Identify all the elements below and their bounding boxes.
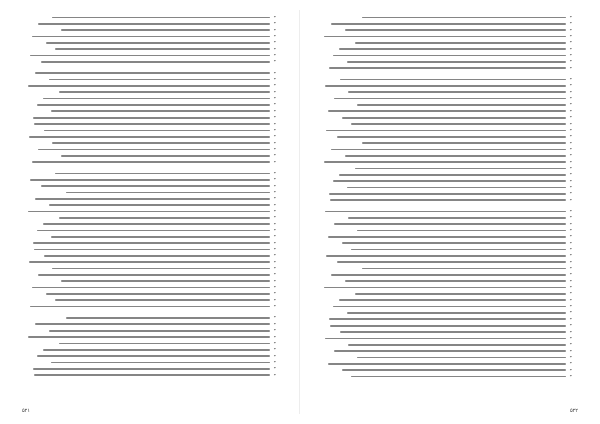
illegible-text-placeholder [324, 161, 566, 163]
illegible-text-placeholder [324, 36, 566, 38]
right-page-text-column [324, 16, 572, 381]
illegible-text-placeholder [334, 98, 566, 100]
illegible-text-placeholder [51, 362, 270, 364]
illegible-text-placeholder [29, 261, 270, 263]
illegible-text-placeholder [331, 149, 566, 151]
illegible-text-placeholder [342, 242, 566, 244]
illegible-text-placeholder [330, 199, 566, 201]
illegible-text-placeholder [49, 79, 270, 81]
illegible-text-placeholder [342, 117, 566, 119]
right-page-number: ۵۲۲ [569, 408, 578, 414]
illegible-text-placeholder [325, 85, 566, 87]
illegible-text-placeholder [59, 217, 270, 219]
illegible-text-placeholder [38, 23, 270, 25]
illegible-text-placeholder [345, 155, 566, 157]
illegible-text-placeholder [342, 369, 566, 371]
illegible-text-placeholder [351, 123, 566, 125]
illegible-text-placeholder [355, 293, 566, 295]
illegible-text-placeholder [51, 236, 270, 238]
illegible-text-placeholder [52, 268, 270, 270]
illegible-text-placeholder [29, 136, 270, 138]
illegible-text-placeholder [34, 374, 270, 376]
illegible-text-placeholder [351, 249, 566, 251]
illegible-text-placeholder [49, 204, 270, 206]
illegible-text-placeholder [345, 29, 566, 31]
illegible-text-placeholder [41, 185, 270, 187]
illegible-text-placeholder [30, 179, 270, 181]
illegible-text-placeholder [328, 110, 566, 112]
illegible-text-placeholder [46, 42, 270, 44]
illegible-text-placeholder [61, 155, 270, 157]
illegible-text-placeholder [330, 325, 566, 327]
illegible-text-placeholder [348, 217, 566, 219]
illegible-text-placeholder [325, 338, 566, 340]
illegible-text-placeholder [334, 350, 566, 352]
illegible-text-placeholder [59, 343, 270, 345]
illegible-text-placeholder [37, 230, 270, 232]
illegible-text-placeholder [37, 355, 270, 357]
verse-line [324, 375, 572, 381]
illegible-text-placeholder [348, 91, 566, 93]
left-page-text-column [28, 16, 276, 380]
illegible-text-placeholder [28, 336, 270, 338]
illegible-text-placeholder [357, 104, 566, 106]
illegible-text-placeholder [35, 72, 270, 74]
illegible-text-placeholder [30, 306, 270, 308]
illegible-text-placeholder [355, 168, 566, 170]
illegible-text-placeholder [33, 368, 270, 370]
illegible-text-placeholder [30, 55, 270, 57]
illegible-text-placeholder [32, 287, 270, 289]
illegible-text-placeholder [328, 236, 566, 238]
illegible-text-placeholder [61, 29, 270, 31]
illegible-text-placeholder [44, 130, 270, 132]
illegible-text-placeholder [34, 123, 270, 125]
illegible-text-placeholder [351, 376, 566, 378]
illegible-text-placeholder [347, 61, 566, 63]
illegible-text-placeholder [339, 48, 566, 50]
illegible-text-placeholder [362, 142, 566, 144]
illegible-text-placeholder [55, 299, 270, 301]
illegible-text-placeholder [329, 67, 566, 69]
illegible-text-placeholder [33, 242, 270, 244]
illegible-text-placeholder [38, 149, 270, 151]
illegible-text-placeholder [331, 23, 566, 25]
illegible-text-placeholder [325, 211, 566, 213]
illegible-text-placeholder [339, 174, 566, 176]
illegible-text-placeholder [55, 48, 270, 50]
illegible-text-placeholder [41, 61, 270, 63]
illegible-text-placeholder [347, 187, 566, 189]
illegible-text-placeholder [357, 357, 566, 359]
illegible-text-placeholder [43, 223, 270, 225]
illegible-text-placeholder [326, 130, 566, 132]
verse-line [28, 374, 276, 380]
illegible-text-placeholder [34, 249, 270, 251]
right-page [300, 0, 600, 424]
illegible-text-placeholder [331, 274, 566, 276]
illegible-text-placeholder [340, 79, 566, 81]
illegible-text-placeholder [334, 223, 566, 225]
illegible-text-placeholder [52, 17, 270, 19]
illegible-text-placeholder [35, 198, 270, 200]
illegible-text-placeholder [355, 42, 566, 44]
illegible-text-placeholder [43, 98, 270, 100]
illegible-text-placeholder [345, 280, 566, 282]
illegible-text-placeholder [38, 274, 270, 276]
illegible-text-placeholder [44, 255, 270, 257]
illegible-text-placeholder [339, 299, 566, 301]
illegible-text-placeholder [61, 280, 270, 282]
illegible-text-placeholder [340, 331, 566, 333]
illegible-text-placeholder [52, 142, 270, 144]
illegible-text-placeholder [51, 110, 270, 112]
illegible-text-placeholder [324, 287, 566, 289]
illegible-text-placeholder [46, 293, 270, 295]
illegible-text-placeholder [33, 117, 270, 119]
illegible-text-placeholder [66, 317, 270, 319]
illegible-text-placeholder [328, 363, 566, 365]
left-page-number: ۵۲۱ [22, 408, 31, 414]
illegible-text-placeholder [348, 344, 566, 346]
illegible-text-placeholder [337, 261, 566, 263]
illegible-text-placeholder [337, 136, 566, 138]
illegible-text-placeholder [329, 318, 566, 320]
illegible-text-placeholder [28, 211, 270, 213]
illegible-text-placeholder [333, 55, 566, 57]
illegible-text-placeholder [357, 230, 566, 232]
illegible-text-placeholder [347, 312, 566, 314]
illegible-text-placeholder [35, 323, 270, 325]
illegible-text-placeholder [333, 306, 566, 308]
illegible-text-placeholder [37, 104, 270, 106]
illegible-text-placeholder [362, 268, 566, 270]
illegible-text-placeholder [59, 91, 270, 93]
illegible-text-placeholder [32, 161, 270, 163]
illegible-text-placeholder [43, 349, 270, 351]
illegible-text-placeholder [66, 192, 270, 194]
illegible-text-placeholder [326, 255, 566, 257]
illegible-text-placeholder [32, 36, 270, 38]
illegible-text-placeholder [333, 180, 566, 182]
illegible-text-placeholder [55, 173, 270, 175]
illegible-text-placeholder [329, 193, 566, 195]
illegible-text-placeholder [49, 330, 270, 332]
illegible-text-placeholder [28, 85, 270, 87]
illegible-text-placeholder [362, 17, 566, 19]
